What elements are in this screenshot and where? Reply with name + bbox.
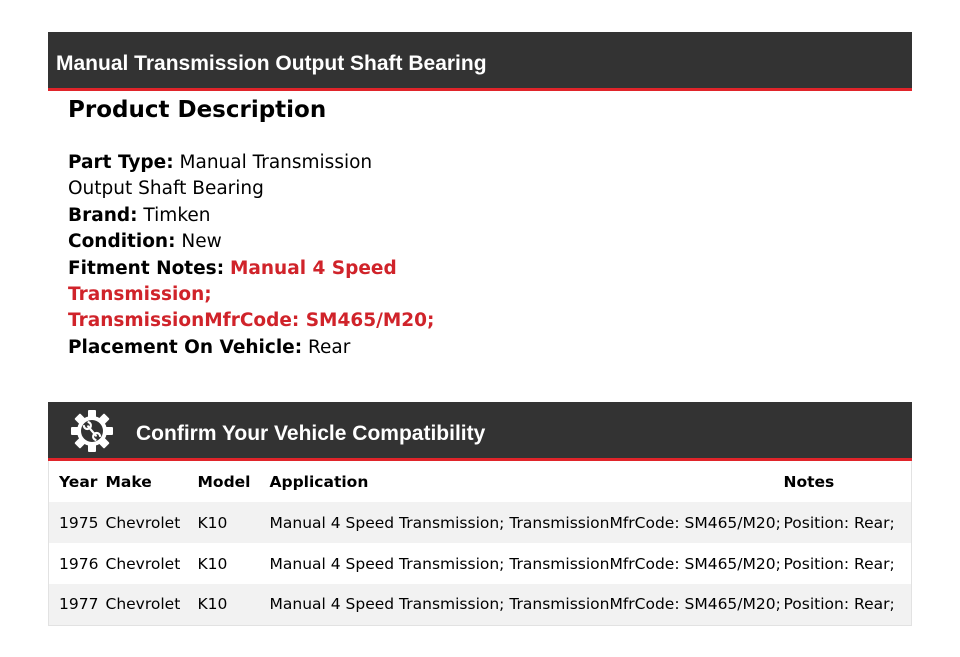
description-block (68, 150, 440, 361)
placement-line (68, 335, 440, 361)
cell-year: 1976 (49, 543, 106, 584)
compatibility-title: Confirm Your Vehicle Compatibility (136, 422, 486, 445)
condition-label: Condition: (68, 231, 176, 253)
brand-label: Brand: (68, 204, 138, 226)
column-header-notes: Notes (784, 461, 912, 502)
cell-model: K10 (198, 502, 270, 543)
gear-wrench-icon (70, 409, 114, 453)
cell-make: Chevrolet (106, 584, 198, 625)
fitment-value: Manual 4 Speed Transmission; TransmissionMfrCode: SM465/M20; (68, 257, 435, 332)
placement-value: Rear (308, 336, 351, 358)
page-title: Manual Transmission Output Shaft Bearing (56, 52, 487, 75)
brand-value: Timken (143, 204, 211, 226)
fitment-label: Fitment Notes: (68, 257, 225, 279)
cell-year: 1975 (49, 502, 106, 543)
column-header-application: Application (270, 461, 784, 502)
condition-line (68, 229, 440, 255)
cell-notes: Position: Rear; (784, 502, 912, 543)
compatibility-bar (48, 402, 912, 461)
table-row (49, 502, 912, 543)
table-row (49, 584, 912, 625)
cell-model: K10 (198, 543, 270, 584)
brand-line (68, 203, 440, 229)
column-header-model: Model (198, 461, 270, 502)
title-bar (48, 32, 912, 91)
part-type-line (68, 150, 440, 203)
part-type-value: Manual Transmission Output Shaft Bearing (68, 152, 373, 200)
cell-notes: Position: Rear; (784, 584, 912, 625)
table-row (49, 543, 912, 584)
cell-notes: Position: Rear; (784, 543, 912, 584)
condition-value: New (181, 231, 222, 253)
description-heading: Product Description (68, 97, 327, 123)
table-header-row (49, 461, 912, 502)
fitment-line (68, 256, 440, 335)
cell-application: Manual 4 Speed Transmission; TransmissionMfrCode: SM465/M20; (270, 502, 784, 543)
cell-model: K10 (198, 584, 270, 625)
cell-year: 1977 (49, 584, 106, 625)
placement-label: Placement On Vehicle: (68, 336, 303, 358)
compatibility-table (48, 461, 912, 626)
cell-application: Manual 4 Speed Transmission; TransmissionMfrCode: SM465/M20; (270, 584, 784, 625)
column-header-year: Year (49, 461, 106, 502)
part-type-label: Part Type: (68, 152, 174, 173)
cell-application: Manual 4 Speed Transmission; TransmissionMfrCode: SM465/M20; (270, 543, 784, 584)
cell-make: Chevrolet (106, 543, 198, 584)
column-header-make: Make (106, 461, 198, 502)
cell-make: Chevrolet (106, 502, 198, 543)
